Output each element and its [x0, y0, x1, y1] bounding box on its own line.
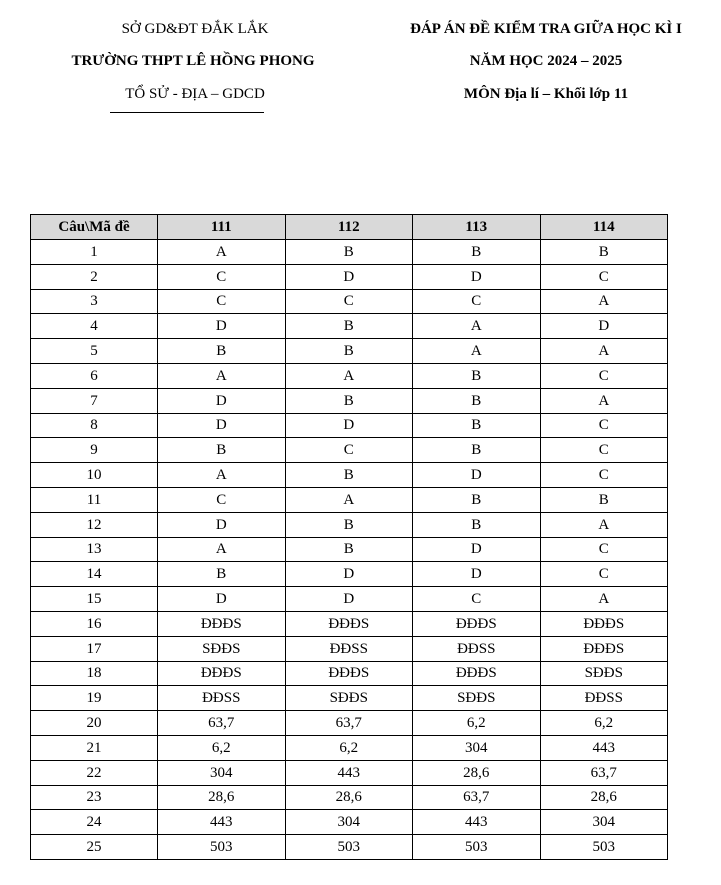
answer-cell: D	[285, 264, 413, 289]
answer-cell: D	[413, 537, 541, 562]
answer-cell: B	[413, 512, 541, 537]
answer-cell: A	[413, 339, 541, 364]
question-number-cell: 20	[31, 711, 158, 736]
question-number-cell: 9	[31, 438, 158, 463]
question-number-cell: 17	[31, 636, 158, 661]
answer-cell: 6,2	[285, 735, 413, 760]
answer-cell: A	[540, 512, 668, 537]
answer-cell: D	[413, 562, 541, 587]
answer-cell: ĐĐSS	[285, 636, 413, 661]
table-row	[31, 487, 668, 512]
answer-cell: A	[158, 537, 286, 562]
table-row	[31, 785, 668, 810]
question-number-cell: 6	[31, 363, 158, 388]
answer-cell: 304	[285, 810, 413, 835]
table-row	[31, 611, 668, 636]
question-number-cell: 18	[31, 661, 158, 686]
answer-cell: B	[285, 512, 413, 537]
answer-cell: D	[285, 562, 413, 587]
question-number-cell: 22	[31, 760, 158, 785]
table-row	[31, 636, 668, 661]
question-number-cell: 25	[31, 835, 158, 860]
table-row	[31, 264, 668, 289]
answer-cell: B	[285, 537, 413, 562]
table-row	[31, 438, 668, 463]
question-number-cell: 19	[31, 686, 158, 711]
answer-cell: 63,7	[158, 711, 286, 736]
answer-cell: A	[540, 587, 668, 612]
answer-cell: A	[158, 240, 286, 265]
answer-cell: SĐĐS	[285, 686, 413, 711]
subject-grade: MÔN Địa lí – Khối lớp 11	[463, 86, 629, 102]
answer-cell: A	[285, 487, 413, 512]
table-row	[31, 760, 668, 785]
answer-cell: B	[158, 562, 286, 587]
column-header-code: 111	[158, 215, 286, 240]
answer-cell: SĐĐS	[540, 661, 668, 686]
question-number-cell: 4	[31, 314, 158, 339]
answer-cell: ĐĐĐS	[158, 661, 286, 686]
answer-cell: B	[413, 438, 541, 463]
answer-cell: C	[413, 289, 541, 314]
answer-cell: 443	[540, 735, 668, 760]
table-row	[31, 314, 668, 339]
answer-cell: C	[540, 537, 668, 562]
answer-cell: 443	[413, 810, 541, 835]
answer-cell: SĐĐS	[158, 636, 286, 661]
answer-cell: A	[158, 363, 286, 388]
answer-cell: 304	[158, 760, 286, 785]
answer-cell: ĐĐĐS	[285, 611, 413, 636]
answer-cell: 304	[540, 810, 668, 835]
answer-cell: A	[540, 388, 668, 413]
table-row	[31, 240, 668, 265]
column-header-code: 112	[285, 215, 413, 240]
question-number-cell: 8	[31, 413, 158, 438]
answer-cell: C	[158, 289, 286, 314]
answer-cell: B	[158, 438, 286, 463]
answer-cell: A	[158, 463, 286, 488]
answer-cell: 503	[540, 835, 668, 860]
column-header-question: Câu\Mã đề	[31, 215, 158, 240]
answer-cell: B	[285, 463, 413, 488]
question-number-cell: 15	[31, 587, 158, 612]
question-number-cell: 13	[31, 537, 158, 562]
table-row	[31, 289, 668, 314]
answer-cell: B	[413, 413, 541, 438]
answer-cell: C	[540, 264, 668, 289]
table-row	[31, 835, 668, 860]
answer-cell: 28,6	[158, 785, 286, 810]
answer-cell: 304	[413, 735, 541, 760]
document-title: ĐÁP ÁN ĐỀ KIỂM TRA GIỮA HỌC KÌ I	[410, 21, 682, 37]
table-row	[31, 587, 668, 612]
school-name: TRƯỜNG THPT LÊ HỒNG PHONG	[71, 53, 315, 69]
answer-cell: 6,2	[158, 735, 286, 760]
answer-cell: 63,7	[540, 760, 668, 785]
answer-cell: 503	[285, 835, 413, 860]
answer-cell: B	[540, 240, 668, 265]
question-number-cell: 7	[31, 388, 158, 413]
answer-cell: ĐĐĐS	[540, 636, 668, 661]
table-row	[31, 388, 668, 413]
answer-cell: D	[540, 314, 668, 339]
table-row	[31, 413, 668, 438]
answer-cell: B	[285, 240, 413, 265]
answer-cell: C	[540, 363, 668, 388]
answer-cell: A	[540, 289, 668, 314]
answer-cell: D	[413, 463, 541, 488]
answer-cell: B	[413, 487, 541, 512]
column-header-code: 114	[540, 215, 668, 240]
column-header-code: 113	[413, 215, 541, 240]
table-row	[31, 711, 668, 736]
header-underline	[110, 112, 264, 113]
school-year: NĂM HỌC 2024 – 2025	[469, 53, 623, 69]
answer-cell: C	[158, 264, 286, 289]
answer-key-table	[30, 214, 668, 860]
answer-cell: 503	[158, 835, 286, 860]
answer-cell: 28,6	[540, 785, 668, 810]
answer-cell: B	[413, 240, 541, 265]
answer-cell: ĐĐĐS	[413, 611, 541, 636]
table-row	[31, 463, 668, 488]
answer-cell: D	[158, 314, 286, 339]
answer-cell: A	[413, 314, 541, 339]
answer-cell: 443	[158, 810, 286, 835]
table-row	[31, 735, 668, 760]
answer-cell: 503	[413, 835, 541, 860]
answer-cell: B	[285, 339, 413, 364]
answer-cell: C	[540, 562, 668, 587]
question-number-cell: 21	[31, 735, 158, 760]
table-row	[31, 686, 668, 711]
answer-cell: D	[158, 388, 286, 413]
question-number-cell: 1	[31, 240, 158, 265]
answer-cell: D	[158, 587, 286, 612]
answer-cell: D	[285, 413, 413, 438]
answer-cell: C	[540, 438, 668, 463]
department-name: SỞ GD&ĐT ĐẮK LẮK	[121, 21, 269, 37]
answer-cell: ĐĐSS	[540, 686, 668, 711]
answer-cell: ĐĐĐS	[413, 661, 541, 686]
answer-cell: B	[413, 388, 541, 413]
answer-cell: ĐĐSS	[158, 686, 286, 711]
answer-cell: C	[158, 487, 286, 512]
answer-cell: ĐĐĐS	[158, 611, 286, 636]
answer-cell: D	[285, 587, 413, 612]
answer-cell: C	[540, 413, 668, 438]
answer-cell: A	[540, 339, 668, 364]
question-number-cell: 2	[31, 264, 158, 289]
answer-cell: SĐĐS	[413, 686, 541, 711]
answer-cell: 63,7	[285, 711, 413, 736]
table-row	[31, 810, 668, 835]
question-number-cell: 3	[31, 289, 158, 314]
answer-cell: ĐĐĐS	[285, 661, 413, 686]
answer-cell: ĐĐĐS	[540, 611, 668, 636]
answer-cell: C	[285, 438, 413, 463]
answer-cell: ĐĐSS	[413, 636, 541, 661]
question-number-cell: 12	[31, 512, 158, 537]
answer-cell: B	[540, 487, 668, 512]
answer-cell: D	[158, 512, 286, 537]
table-row	[31, 339, 668, 364]
answer-cell: C	[413, 587, 541, 612]
answer-cell: 28,6	[285, 785, 413, 810]
answer-cell: B	[285, 314, 413, 339]
table-body	[31, 240, 668, 860]
subject-group: TỔ SỬ - ĐỊA – GDCD	[125, 86, 265, 102]
answer-cell: B	[413, 363, 541, 388]
answer-cell: B	[285, 388, 413, 413]
answer-cell: 28,6	[413, 760, 541, 785]
question-number-cell: 23	[31, 785, 158, 810]
question-number-cell: 5	[31, 339, 158, 364]
answer-cell: C	[540, 463, 668, 488]
answer-cell: 6,2	[413, 711, 541, 736]
table-row	[31, 661, 668, 686]
question-number-cell: 11	[31, 487, 158, 512]
table-row	[31, 562, 668, 587]
table-row	[31, 512, 668, 537]
answer-cell: 443	[285, 760, 413, 785]
question-number-cell: 24	[31, 810, 158, 835]
question-number-cell: 16	[31, 611, 158, 636]
answer-cell: B	[158, 339, 286, 364]
question-number-cell: 10	[31, 463, 158, 488]
answer-cell: D	[413, 264, 541, 289]
question-number-cell: 14	[31, 562, 158, 587]
table-header-row	[31, 215, 668, 240]
answer-cell: 63,7	[413, 785, 541, 810]
table-row	[31, 537, 668, 562]
answer-cell: A	[285, 363, 413, 388]
answer-cell: C	[285, 289, 413, 314]
answer-cell: 6,2	[540, 711, 668, 736]
answer-cell: D	[158, 413, 286, 438]
table-row	[31, 363, 668, 388]
